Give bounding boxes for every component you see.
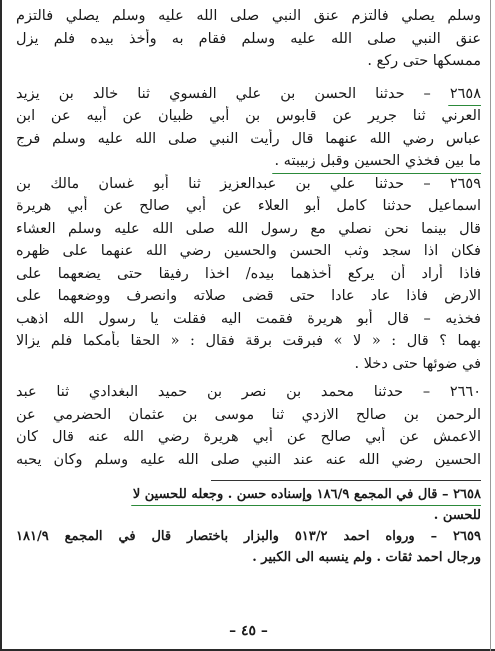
- text-line: الرحمن بن صالح الازدي ثنا موسى بن عثمان الحضرمي عن: [16, 406, 481, 423]
- text-segment: – حدثنا الحسن بن علي الفسوي ثنا خالد بن يزيد: [16, 85, 431, 102]
- footnote-line: [16, 485, 481, 506]
- text-line: قال بينما نحن نصلي مع رسول الله صلى الله عليه وسلم العشاء: [16, 220, 481, 237]
- text-line: [16, 151, 481, 174]
- text-segment: – حدثنا محمد بن نصر بن حميد البغدادي ثنا عبد: [16, 384, 431, 400]
- text-line: بهما ؟ قال : « لا » فبرقت برقة فقال : « الحقا بأمكما فلم يزالا: [16, 333, 481, 349]
- highlighted-phrase: ما بين فخذي الحسين وقبل زبيبته .: [274, 151, 481, 172]
- text-line: [16, 174, 481, 197]
- hadith-number-underlined: ٢٦٥٨: [450, 84, 481, 105]
- text-line: فاذا أراد أن يركع أخذهما بيده/ اخذا رفيقا حتى يضعهما على: [16, 265, 481, 282]
- paragraph-hadith-2659: [16, 174, 481, 377]
- text-line: عنق النبي صلى الله عليه وسلم فقام به وأخذ بيده فلم يزل: [16, 30, 481, 47]
- footnotes: [16, 485, 481, 569]
- footnote-underlined: ٢٦٥٨ – قال في المجمع ١٨٦/٩ وإسناده حسن . وجعله للحسين لا: [132, 487, 481, 502]
- page-number: – ٤٥ –: [229, 623, 268, 639]
- footnote-line: ٢٦٥٩ – ورواه احمد ٥١٣/٢ والبزار باختصار قال في المجمع ١٨١/٩: [16, 529, 481, 544]
- text-line: ممسكها حتى ركع .: [367, 53, 481, 69]
- paragraph-hadith-2658: [16, 84, 481, 174]
- paragraph-hadith-2660: [16, 382, 481, 472]
- text-line: فخذيه – قال أبو هريرة فقمت اليه فقلت يا رسول الله اذهب: [16, 310, 481, 327]
- paragraph-continuation: [16, 6, 481, 74]
- text-line: وسلم يصلي فالتزم عنق النبي صلى الله عليه وسلم يصلي فالتزم: [16, 8, 481, 24]
- text-line: العرني ثنا جرير عن قابوس بن أبي ظبيان عن أبيه عن ابن: [16, 108, 481, 124]
- text-line: [16, 84, 481, 107]
- page-border: [490, 0, 491, 651]
- footnote-line: ورجال احمد ثقات . ولم ينسبه الى الكبير .: [252, 550, 481, 565]
- text-line: اسماعيل حدثنا كامل أبو العلاء عن أبي صالح عن أبي هريرة: [16, 198, 481, 214]
- footnote-line: للحسن .: [433, 508, 481, 523]
- text-line: عباس رضي الله عنهما قال رأيت النبي صلى الله عليه وسلم فرج: [16, 130, 481, 147]
- text-line: في ضوئها حتى دخلا .: [354, 355, 481, 372]
- footnote-rule: [211, 480, 481, 481]
- hadith-number: ٢٦٦٠: [449, 384, 481, 400]
- text-segment: – حدثنا علي بن عبدالعزيز ثنا أبو غسان مالك بن: [16, 175, 431, 192]
- main-text: [16, 0, 481, 569]
- text-line: الارض فاذا عاد عادا حتى قضى صلاته وانصرف ووضعهما على: [16, 288, 481, 304]
- hadith-number: ٢٦٥٩: [449, 175, 481, 192]
- text-line: الاعمش عن أبي صالح عن أبي هريرة رضي الله عنه قال كان: [16, 429, 481, 445]
- text-line: الحسين رضي الله عنه عند النبي صلى الله عليه وسلم وكان يحبه: [16, 451, 481, 468]
- text-line: [16, 382, 481, 405]
- text-line: فكان اذا سجد وثب الحسن والحسين رضي الله عنهما على ظهره: [16, 243, 481, 259]
